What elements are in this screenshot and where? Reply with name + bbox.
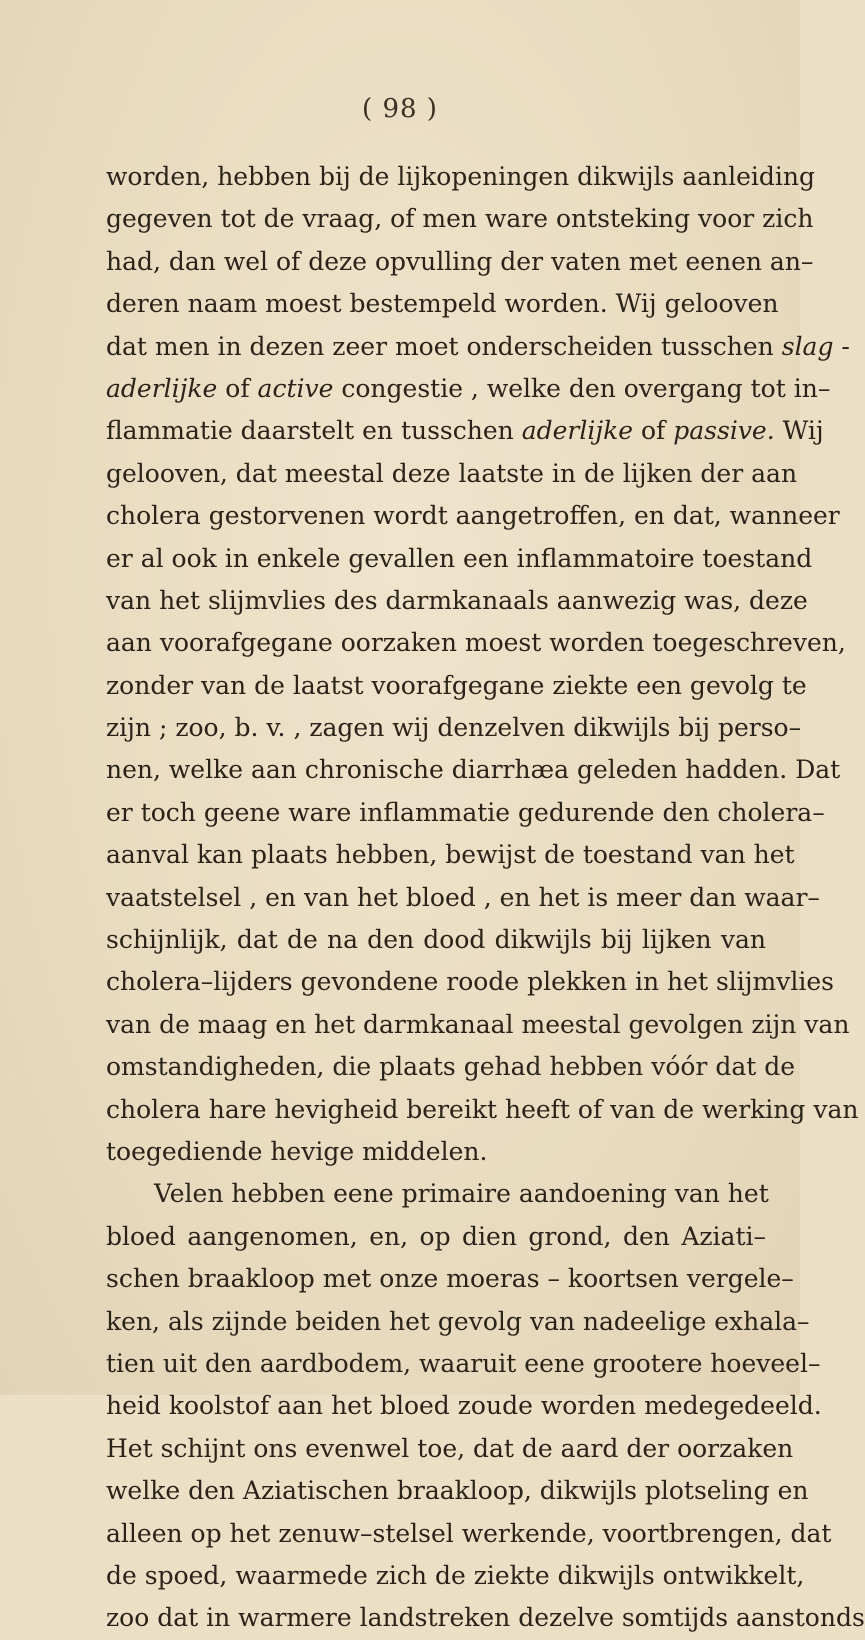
text-line <box>106 580 808 622</box>
text-line <box>106 1597 865 1639</box>
text-line <box>106 538 813 580</box>
text-line <box>106 961 834 1003</box>
text-segment: flammatie daarstelt en tusschen <box>106 416 522 446</box>
body-text <box>106 156 865 1640</box>
text-line <box>106 1301 810 1343</box>
text-segment: zonder van de laatst voorafgegane ziekte een gevolg te <box>106 670 807 700</box>
text-segment: tien uit den aardbodem, waaruit eene grootere hoeveel– <box>106 1348 821 1378</box>
text-segment: heid koolstof aan het bloed zoude worden medegedeeld. <box>106 1391 822 1421</box>
text-segment: congestie , welke den overgang tot in– <box>333 373 831 403</box>
text-segment: had, dan wel of deze opvulling der vaten met eenen an– <box>106 246 814 276</box>
text-segment: of <box>217 373 258 403</box>
text-segment: er toch geene ware inflammatie gedurende den cholera– <box>106 797 825 827</box>
text-line <box>106 707 802 749</box>
text-segment: de spoed, waarmede zich de ziekte dikwijls ontwikkelt, <box>106 1560 805 1590</box>
italic-text: active <box>257 373 334 403</box>
text-segment: alleen op het zenuw–stelsel werkende, voortbrengen, dat <box>106 1518 832 1548</box>
page-number: ( 98 ) <box>362 94 438 124</box>
text-segment: zoo dat in warmere landstreken dezelve somtijds aanstonds <box>106 1603 865 1633</box>
text-line <box>106 1131 766 1173</box>
text-segment: aan voorafgegane oorzaken moest worden toegeschreven, <box>106 628 846 658</box>
text-line <box>106 1173 769 1215</box>
italic-text: aderlijke <box>106 373 218 403</box>
text-line <box>106 1428 794 1470</box>
text-segment: zijn ; zoo, b. v. , zagen wij denzelven dikwijls bij perso– <box>106 713 802 743</box>
text-segment: bloed aangenomen, en, op dien grond, den Aziati– <box>106 1221 766 1251</box>
text-line <box>106 834 795 876</box>
text-line <box>106 1004 850 1046</box>
text-line <box>106 1555 805 1597</box>
text-line <box>106 410 824 452</box>
text-segment: of <box>633 416 674 446</box>
text-line <box>106 1216 766 1258</box>
text-segment: schijnlijk, dat de na den dood dikwijls bij lijken van <box>106 925 766 955</box>
text-line <box>106 453 798 495</box>
text-segment: nen, welke aan chronische diarrhæa geleden hadden. Dat <box>106 755 841 785</box>
text-line <box>106 919 766 961</box>
text-segment: ken, als zijnde beiden het gevolg van nadeelige exhala– <box>106 1306 810 1336</box>
text-line <box>106 792 825 834</box>
text-segment: welke den Aziatischen braakloop, dikwijls plotseling en <box>106 1476 809 1506</box>
text-line <box>106 1046 796 1088</box>
text-line <box>106 1385 822 1427</box>
text-line <box>106 1470 809 1512</box>
text-line <box>106 495 840 537</box>
text-segment: gelooven, dat meestal deze laatste in de lijken der aan <box>106 458 798 488</box>
text-line <box>106 283 779 325</box>
text-segment: worden, hebben bij de lijkopeningen dikwijls aanleiding <box>106 162 816 191</box>
text-line <box>106 749 841 791</box>
text-line <box>106 622 846 664</box>
text-segment: Velen hebben eene primaire aandoening van het <box>154 1179 769 1209</box>
text-line <box>106 368 831 410</box>
italic-text: slag <box>781 331 834 361</box>
text-segment: dat men in dezen zeer moet onderscheiden tusschen <box>106 331 782 361</box>
text-line <box>106 241 814 283</box>
text-segment: van de maag en het darmkanaal meestal gevolgen zijn van <box>106 1009 850 1039</box>
text-segment: schen braakloop met onze moeras – koortsen vergele– <box>106 1264 794 1294</box>
text-segment: toegediende hevige middelen. <box>106 1136 488 1166</box>
text-segment: cholera hare hevigheid bereikt heeft of van de werking van <box>106 1094 859 1124</box>
text-segment: omstandigheden, die plaats gehad hebben vóór dat de <box>106 1052 796 1082</box>
text-line <box>106 877 820 919</box>
text-segment: Het schijnt ons evenwel toe, dat de aard der oorzaken <box>106 1433 794 1463</box>
text-segment: - <box>833 331 850 361</box>
text-line <box>106 1513 832 1555</box>
text-segment: deren naam moest bestempeld worden. Wij gelooven <box>106 289 779 319</box>
text-line <box>106 1343 821 1385</box>
text-line <box>106 665 807 707</box>
text-line <box>106 326 850 368</box>
text-line <box>106 1258 794 1300</box>
text-segment: cholera–lijders gevondene roode plekken in het slijmvlies <box>106 967 834 997</box>
text-segment: gegeven tot de vraag, of men ware ontsteking voor zich <box>106 204 814 234</box>
italic-text: aderlijke <box>521 416 634 446</box>
text-segment: aanval kan plaats hebben, bewijst de toestand van het <box>106 840 795 870</box>
text-line <box>106 156 816 198</box>
text-segment: Wij <box>774 416 824 446</box>
text-segment: er al ook in enkele gevallen een inflammatoire toestand <box>106 543 813 573</box>
text-line <box>106 198 814 240</box>
text-line <box>106 1089 859 1131</box>
text-segment: van het slijmvlies des darmkanaals aanwezig was, deze <box>106 585 808 615</box>
text-segment: vaatstelsel , en van het bloed , en het is meer dan waar– <box>106 882 820 912</box>
text-segment: cholera gestorvenen wordt aangetroffen, en dat, wanneer <box>106 501 840 531</box>
italic-text: passive. <box>673 416 775 446</box>
